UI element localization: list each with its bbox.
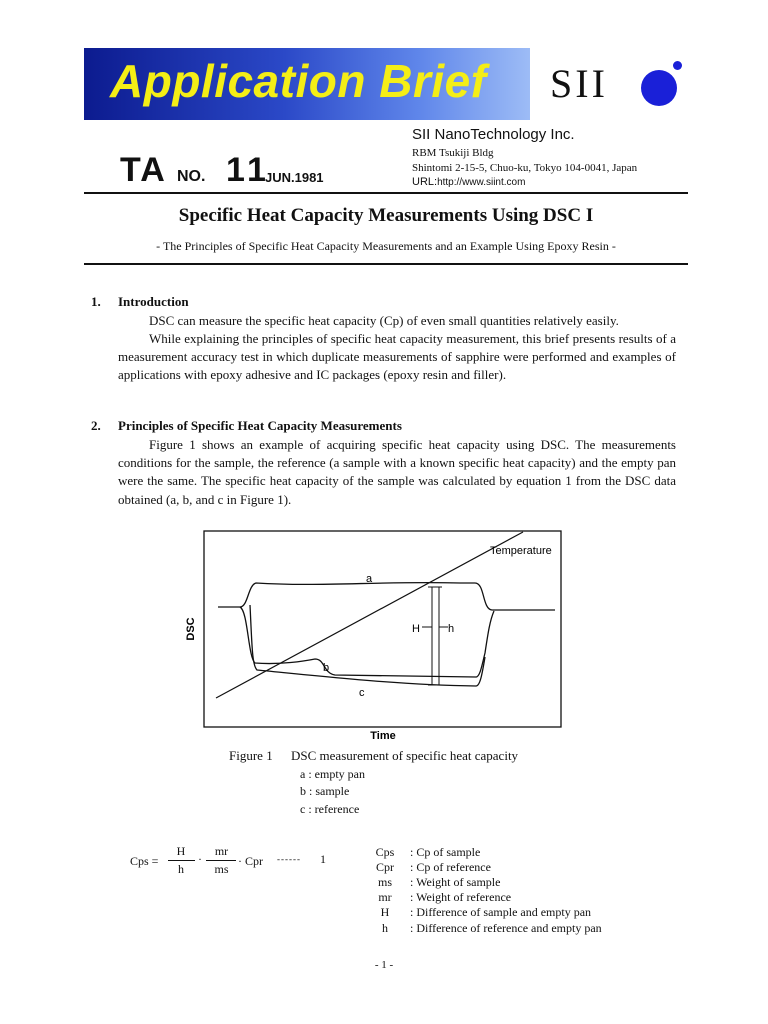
section-1-paragraph-2-text: While explaining the principles of specific heat capacity measurement, this brief presents results of a measurement accuracy test in which duplicate measurements of sapphire were performed and examples of applications with epoxy adhesive and IC packages (epoxy resin and filler). [118, 331, 676, 383]
header-banner [84, 48, 530, 120]
legend-item-a: a : empty pan [300, 767, 365, 781]
document-title: Specific Heat Capacity Measurements Using DSC I [178, 205, 594, 226]
fraction-1-numerator: H [176, 844, 186, 858]
variable-sym: ms [377, 875, 392, 889]
sii-logo-small-dot-icon [673, 61, 682, 70]
ta-prefix-text: TA [120, 151, 166, 189]
section-1-paragraph-1-text: DSC can measure the specific heat capacity (Cp) of even small quantities relatively easily. [149, 313, 619, 328]
variable-desc: : Cp of reference [410, 860, 491, 874]
fraction-1-denominator: h [178, 862, 184, 876]
variable-desc: : Weight of sample [410, 875, 501, 889]
header-rule-top [84, 192, 688, 194]
section-1-number: 1. [91, 294, 101, 309]
curve-c-reference [250, 605, 485, 686]
variable-desc: : Cp of sample [410, 845, 481, 859]
plot-frame [204, 531, 561, 727]
sii-logo-text: SII [550, 61, 608, 106]
url-label: URL: [412, 176, 438, 188]
page-number: - 1 - [374, 959, 394, 971]
header-rule-bottom [84, 263, 688, 265]
equation-lhs: Cps = [130, 854, 159, 868]
url-link[interactable]: http://www.siint.com [437, 177, 526, 188]
curve-b-label: b [323, 662, 330, 674]
multiply-dot: · [198, 852, 202, 866]
section-2-number: 2. [91, 418, 101, 433]
h-uppercase-label: H [412, 623, 420, 635]
legend-item-c: c : reference [300, 802, 360, 816]
h-lowercase-label: h [448, 623, 455, 635]
variable-desc: : Difference of sample and empty pan [410, 905, 592, 919]
legend-item-b: b : sample [300, 784, 350, 798]
figure-1-caption-label: Figure 1 [229, 748, 273, 763]
section-1-paragraph-1 [118, 312, 676, 330]
address-line1: RBM Tsukiji Bldg [412, 147, 494, 159]
variable-sym: mr [378, 890, 392, 904]
section-2-paragraph-1 [118, 436, 676, 509]
fraction-2-numerator: mr [214, 844, 229, 858]
section-2-paragraph-1-text: Figure 1 shows an example of acquiring specific heat capacity using DSC. The measurements conditions for the sample, the reference (a sample with a known specific heat capacity) and the empty pan were the same. The specific heat capacity of the sample was calculated by equation 1 from the DSC data obtained (a, b, and c in Figure 1). [118, 437, 676, 507]
fraction-1-bar [168, 860, 195, 861]
fraction-2-bar [206, 860, 236, 861]
variable-sym: Cpr [376, 860, 394, 874]
ta-prefix [120, 151, 205, 190]
issue-date: JUN.1981 [265, 170, 324, 185]
company-name: SII NanoTechnology Inc. [412, 126, 575, 143]
equation-dashes: ------ [277, 854, 301, 864]
variable-desc: : Difference of reference and empty pan [410, 921, 602, 935]
temperature-line [216, 532, 523, 698]
temperature-label: Temperature [490, 545, 552, 557]
curve-b-sample [240, 607, 494, 677]
fraction-2-denominator: ms [214, 862, 229, 876]
variable-desc: : Weight of reference [410, 890, 512, 904]
document-subtitle: - The Principles of Specific Heat Capacity Measurements and an Example Using Epoxy Resin - [156, 239, 616, 253]
figure-1-caption-text: DSC measurement of specific heat capacity [291, 748, 519, 763]
variable-sym: Cps [375, 845, 395, 859]
url-line [412, 176, 525, 188]
equation-tail: · Cpr [238, 854, 263, 868]
section-1-paragraph-2 [118, 330, 676, 385]
equation-number: 1 [320, 852, 326, 866]
y-axis-label: DSC [185, 617, 197, 641]
variable-sym: h [382, 921, 388, 935]
ta-number: 11 [226, 151, 270, 189]
curve-c-label: c [359, 687, 365, 699]
x-axis-label: Time [370, 730, 396, 742]
section-1-heading: Introduction [118, 294, 189, 309]
address-line2: Shintomi 2-15-5, Chuo-ku, Tokyo 104-0041, Japan [412, 162, 638, 174]
figure-1-dsc-plot [180, 525, 570, 745]
banner-title: Application Brief [110, 55, 487, 107]
sii-logo-dot-icon [641, 70, 677, 106]
section-2-heading: Principles of Specific Heat Capacity Measurements [118, 418, 402, 433]
variable-sym: H [380, 905, 390, 919]
curve-a-label: a [366, 573, 373, 585]
ta-no-label: NO. [177, 168, 206, 185]
